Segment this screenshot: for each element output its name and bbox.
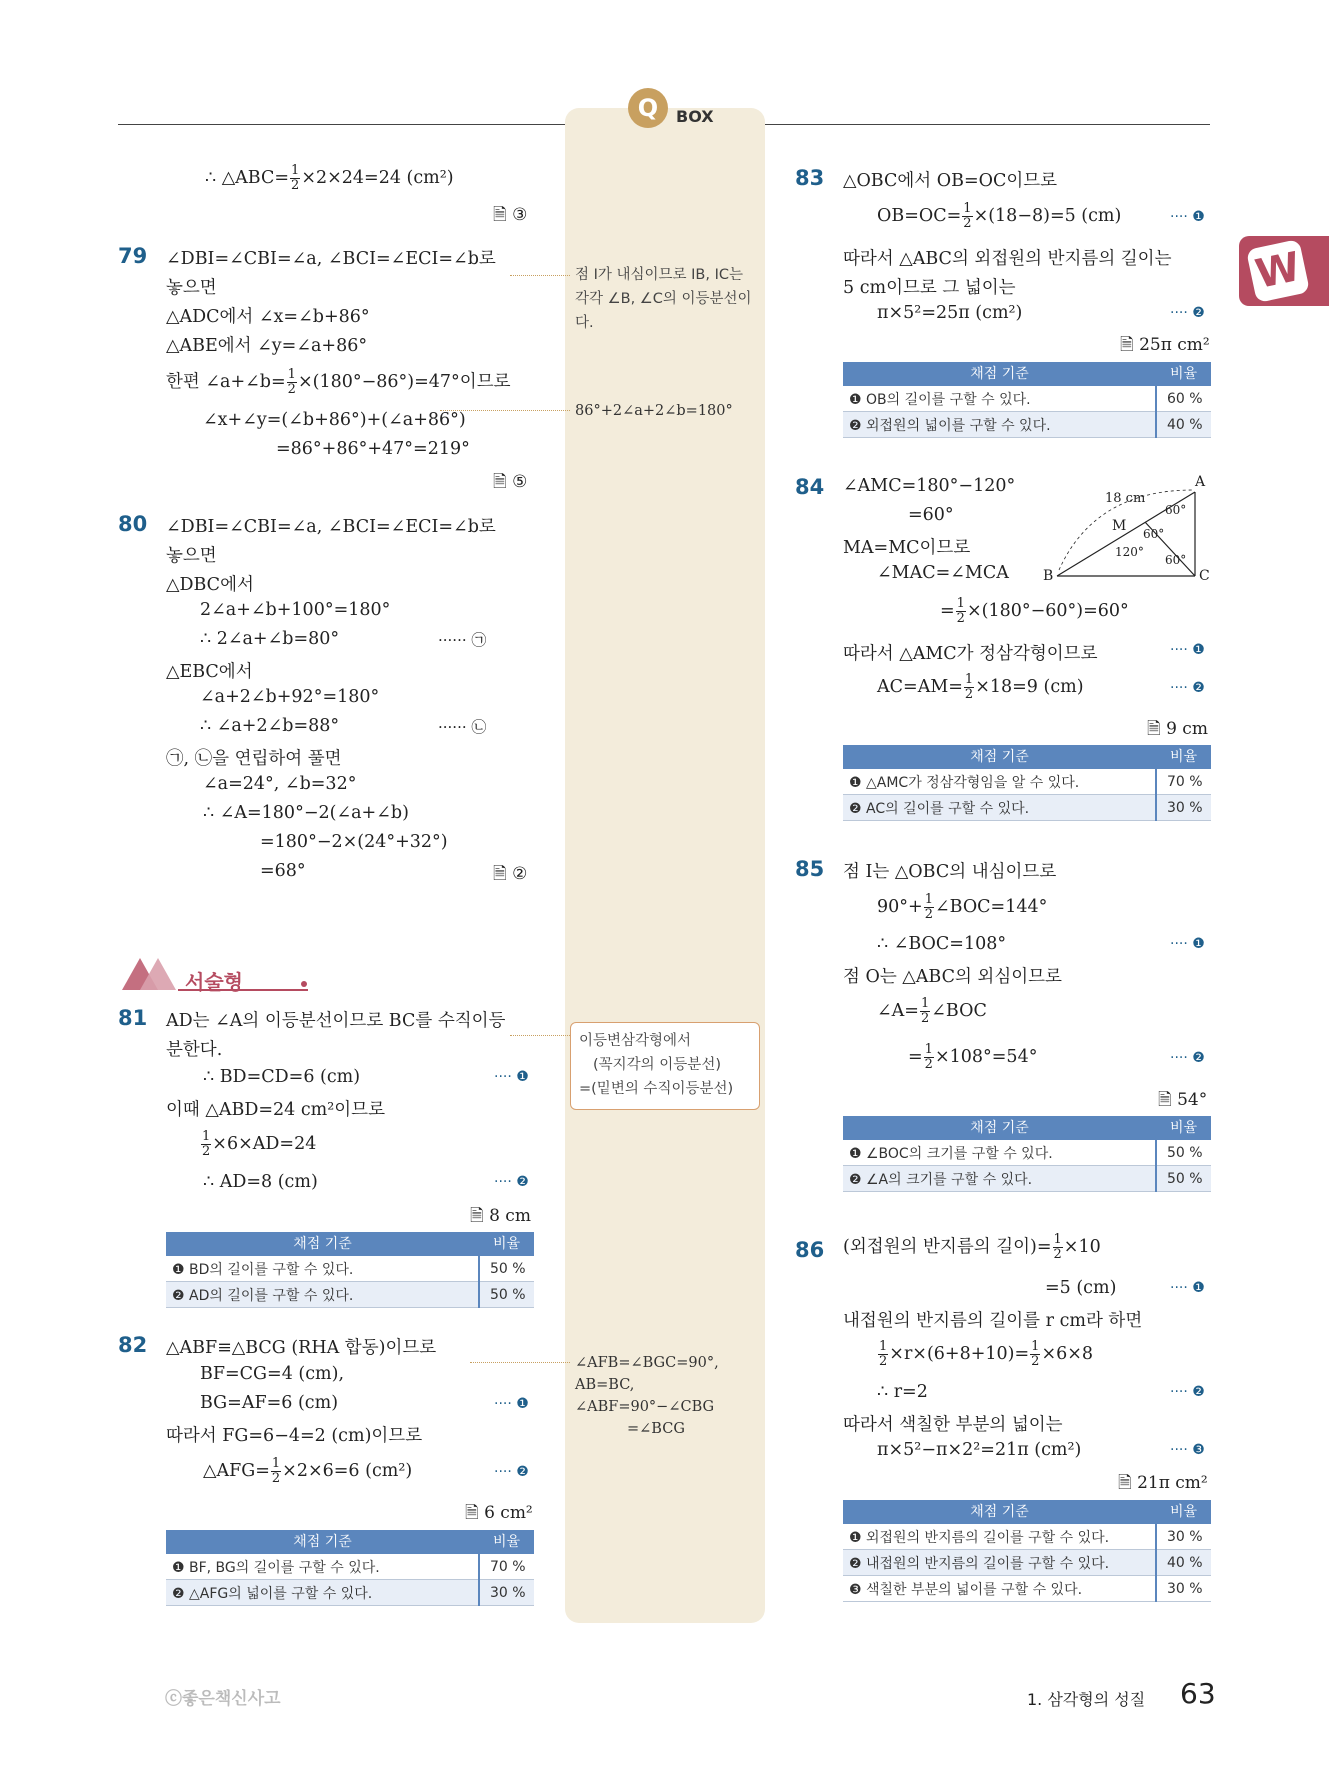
fraction: $\frac{1}{2}$ <box>287 367 296 397</box>
p80-line: ∠a+2∠b+92°=180° <box>200 687 380 707</box>
q-box-label: BOX <box>676 107 714 126</box>
fraction: $\frac{1}{2}$ <box>202 1129 211 1159</box>
fraction: $\frac{1}{2}$ <box>1031 1339 1040 1369</box>
criterion-ratio: 40 % <box>1156 412 1211 438</box>
criteria-table-82: 채점 기준 비율 ❶ BF, BG의 길이를 구할 수 있다. 70 % ❷ △AFG의 넓이를 구할 수 있다. 30 % <box>166 1530 534 1606</box>
page-number: 63 <box>1180 1677 1216 1710</box>
p84-line: =60° <box>908 505 954 525</box>
criteria-table-86: 채점 기준 비율 ❶ 외접원의 반지름의 길이를 구할 수 있다. 30 % ❷ 내접원의 반지름의 길이를 구할 수 있다. 40 % ❸ 색칠한 부분의 넓이를 구할 수 있다. 30 % <box>843 1500 1211 1602</box>
p80-line: =180°−2×(24°+32°) <box>260 832 448 852</box>
p85-line: 점 I는 △OBC의 내심이므로 <box>843 862 1057 882</box>
p81-line: $\frac{1}{2}$ ×6×AD=24 <box>202 1129 317 1159</box>
side-note-79a: 점 I가 내심이므로 IB, IC는 각각 ∠B, ∠C의 이등분선이다. <box>575 267 752 331</box>
step-marker-1: ···· ❶ <box>1170 1280 1205 1296</box>
p86-line: =5 (cm) <box>1045 1278 1117 1298</box>
side-note-82: =∠BCG <box>627 1421 685 1437</box>
problem-number-83: 83 <box>795 166 825 190</box>
p84-line: = $\frac{1}{2}$ ×(180°−60°)=60° <box>940 596 1129 626</box>
criterion: ❶ OB의 길이를 구할 수 있다. <box>843 385 1156 412</box>
answer-84: 🗎 9 cm <box>1147 716 1208 745</box>
publisher-logo: ⓒ좋은책신사고 <box>165 1689 281 1709</box>
criterion-ratio: 30 % <box>1156 1523 1211 1550</box>
note-connector <box>440 410 570 411</box>
problem-number-84: 84 <box>795 475 825 499</box>
criterion: ❷ 외접원의 넓이를 구할 수 있다. <box>843 412 1156 438</box>
step-marker-2: ···· ❷ <box>1170 680 1205 696</box>
answer-80: 🗎 ② <box>493 861 527 890</box>
side-note-79b: 86°+2∠a+2∠b=180° <box>575 403 733 419</box>
step-marker-1: ···· ❶ <box>1170 936 1205 952</box>
criterion-ratio: 40 % <box>1156 1550 1211 1576</box>
p80-line: ∴ ∠A=180°−2(∠a+∠b) <box>203 803 409 823</box>
answer-78: 🗎 ③ <box>493 202 527 231</box>
triangle-figure-84 <box>1035 470 1215 585</box>
p82-line: △ABF≡△BCG (RHA 합동)이므로 <box>166 1338 437 1358</box>
note-connector <box>510 1035 570 1036</box>
side-note-box-81: 이등변삼각형에서 (꼭지각의 이등분선) =(밑변의 수직이등분선) <box>570 1022 760 1110</box>
figure-label-c: C <box>1199 568 1210 584</box>
criterion: ❶ ∠BOC의 크기를 구할 수 있다. <box>843 1139 1156 1166</box>
answer-85: 🗎 54° <box>1158 1087 1207 1116</box>
p85-line: = $\frac{1}{2}$ ×108°=54° <box>908 1042 1038 1072</box>
criterion: ❶ BF, BG의 길이를 구할 수 있다. <box>166 1553 479 1580</box>
p86-line: $\frac{1}{2}$ ×r×(6+8+10)= $\frac{1}{2}$ ×6×8 <box>879 1339 1094 1369</box>
serial-heading-label: 서술형 <box>185 970 243 994</box>
p79-line: △ABE에서 ∠y=∠a+86° <box>166 336 368 356</box>
figure-label-m: M <box>1112 518 1127 534</box>
p81-line: ∴ AD=8 (cm) <box>203 1172 318 1192</box>
problem-number-82: 82 <box>118 1333 148 1357</box>
p83-line: 따라서 △ABC의 외접원의 반지름의 길이는 <box>843 249 1172 269</box>
criterion-ratio: 50 % <box>479 1255 534 1282</box>
p86-line: (외접원의 반지름의 길이)= $\frac{1}{2}$ ×10 <box>843 1232 1101 1262</box>
p82-line: △AFG= $\frac{1}{2}$ ×2×6=6 (cm²) <box>203 1456 413 1486</box>
note-connector <box>510 275 570 276</box>
p80-line: ∴ ∠a+2∠b=88° <box>200 716 340 736</box>
p83-line: π×5²=25π (cm²) <box>877 303 1023 323</box>
p80-line: ㉠, ㉡을 연립하여 풀면 <box>166 749 342 769</box>
step-marker-2: ···· ❷ <box>1170 1050 1205 1066</box>
answer-79: 🗎 ⑤ <box>493 469 527 498</box>
criterion: ❷ 내접원의 반지름의 길이를 구할 수 있다. <box>843 1550 1156 1576</box>
step-marker-2: ···· ❷ <box>494 1464 529 1480</box>
answer-86: 🗎 21π cm² <box>1118 1470 1208 1499</box>
criterion-ratio: 50 % <box>1156 1166 1211 1192</box>
p81-line: AD는 ∠A의 이등분선이므로 BC를 수직이등 <box>166 1011 506 1031</box>
fraction: $\frac{1}{2}$ <box>924 1042 933 1072</box>
step-marker-2: ···· ❷ <box>1170 305 1205 321</box>
p80-line: 2∠a+∠b+100°=180° <box>200 600 391 620</box>
side-note-82: ∠AFB=∠BGC=90°, <box>575 1355 719 1371</box>
criterion-ratio: 30 % <box>1156 1576 1211 1602</box>
p79-line: 한편 ∠a+∠b= $\frac{1}{2}$ ×(180°−86°)=47°이므로 <box>166 367 511 397</box>
criteria-table-85: 채점 기준 비율 ❶ ∠BOC의 크기를 구할 수 있다. 50 % ❷ ∠A의 크기를 구할 수 있다. 50 % <box>843 1116 1211 1192</box>
figure-length-label: 18 cm <box>1105 491 1146 506</box>
p84-line: ∠AMC=180°−120° <box>843 476 1016 496</box>
p80-line: ∴ 2∠a+∠b=80° <box>200 629 340 649</box>
top-rule-right <box>765 124 1210 125</box>
problem-number-80: 80 <box>118 512 148 536</box>
step-marker-1: ···· ❶ <box>494 1069 529 1085</box>
fraction: $\frac{1}{2}$ <box>956 596 965 626</box>
problem-number-81: 81 <box>118 1006 148 1030</box>
q-box-badge: Q <box>628 88 668 128</box>
criterion: ❷ AC의 길이를 구할 수 있다. <box>843 795 1156 821</box>
p83-line: △OBC에서 OB=OC이므로 <box>843 171 1058 191</box>
problem-number-79: 79 <box>118 244 148 268</box>
p83-line: OB=OC= $\frac{1}{2}$ ×(18−8)=5 (cm) <box>877 201 1122 231</box>
criterion-ratio: 30 % <box>479 1580 534 1606</box>
p80-mark: ······ ㉡ <box>438 718 487 736</box>
step-marker-1: ···· ❶ <box>1170 209 1205 225</box>
p82-line: BF=CG=4 (cm), <box>200 1364 345 1384</box>
p80-line: △DBC에서 <box>166 575 254 595</box>
top-rule-left <box>118 124 565 125</box>
criterion-ratio: 50 % <box>1156 1139 1211 1166</box>
fraction: $\frac{1}{2}$ <box>291 163 300 193</box>
p82-line: BG=AF=6 (cm) <box>200 1393 339 1413</box>
p80-line: ∠DBI=∠CBI=∠a, ∠BCI=∠ECI=∠b로 <box>166 517 496 537</box>
p80-line: ∠a=24°, ∠b=32° <box>203 774 357 794</box>
fraction: $\frac{1}{2}$ <box>963 201 972 231</box>
p85-line: 점 O는 △ABC의 외심이므로 <box>843 967 1062 987</box>
answer-83: 🗎 25π cm² <box>1120 332 1210 361</box>
p81-line: 이때 △ABD=24 cm²이므로 <box>166 1100 385 1120</box>
p82-line: 따라서 FG=6−4=2 (cm)이므로 <box>166 1426 423 1446</box>
criterion-ratio: 50 % <box>479 1282 534 1308</box>
fraction: $\frac{1}{2}$ <box>920 996 930 1026</box>
p86-line: π×5²−π×2²=21π (cm²) <box>877 1440 1082 1460</box>
p85-line: 90°+ $\frac{1}{2}$ ∠BOC=144° <box>877 892 1048 922</box>
side-tab-letter: W <box>1246 239 1310 303</box>
fraction: $\frac{1}{2}$ <box>271 1456 281 1486</box>
p83-line: 5 cm이므로 그 넓이는 <box>843 278 1016 298</box>
answer-81: 🗎 8 cm <box>470 1203 531 1232</box>
p80-line: 놓으면 <box>166 546 217 566</box>
figure-angle: 60° <box>1165 503 1187 517</box>
figure-angle: 60° <box>1143 527 1165 541</box>
criterion: ❶ △AMC가 정삼각형임을 알 수 있다. <box>843 768 1156 795</box>
side-note-82: ∠ABF=90°−∠CBG <box>575 1399 715 1415</box>
figure-angle: 120° <box>1115 545 1144 559</box>
side-tab[interactable] <box>1239 236 1329 306</box>
criteria-table-81: 채점 기준 비율 ❶ BD의 길이를 구할 수 있다. 50 % ❷ AD의 길이를 구할 수 있다. 50 % <box>166 1232 534 1308</box>
p81-line: ∴ BD=CD=6 (cm) <box>203 1067 361 1087</box>
criteria-table-83: 채점 기준 비율 ❶ OB의 길이를 구할 수 있다. 60 % ❷ 외접원의 넓이를 구할 수 있다. 40 % <box>843 362 1211 438</box>
criterion: ❶ BD의 길이를 구할 수 있다. <box>166 1255 479 1282</box>
p86-line: 내접원의 반지름의 길이를 r cm라 하면 <box>843 1311 1143 1331</box>
figure-label-b: B <box>1043 568 1054 584</box>
side-note-82: AB=BC, <box>575 1377 635 1393</box>
p80-mark: ······ ㉠ <box>438 631 487 649</box>
p85-line: ∠A= $\frac{1}{2}$ ∠BOC <box>877 996 987 1026</box>
p80-line: △EBC에서 <box>166 662 253 682</box>
figure-angle: 60° <box>1165 553 1187 567</box>
p85-line: ∴ ∠BOC=108° <box>877 934 1007 954</box>
criterion: ❶ 외접원의 반지름의 길이를 구할 수 있다. <box>843 1523 1156 1550</box>
answer-82: 🗎 6 cm² <box>465 1500 533 1529</box>
criterion-ratio: 70 % <box>1156 768 1211 795</box>
criterion: ❷ △AFG의 넓이를 구할 수 있다. <box>166 1580 479 1606</box>
step-marker-1: ···· ❶ <box>494 1396 529 1412</box>
p79-line: =86°+86°+47°=219° <box>276 439 470 459</box>
problem-number-86: 86 <box>795 1238 825 1262</box>
p79-line: ∠x+∠y=(∠b+86°)+(∠a+86°) <box>203 410 466 430</box>
p84-line: ∠MAC=∠MCA <box>877 563 1009 583</box>
fraction: $\frac{1}{2}$ <box>1053 1232 1062 1262</box>
p84-line: MA=MC이므로 <box>843 538 971 558</box>
p79-line: ∠DBI=∠CBI=∠a, ∠BCI=∠ECI=∠b로 <box>166 249 496 269</box>
criterion: ❷ ∠A의 크기를 구할 수 있다. <box>843 1166 1156 1192</box>
p79-line: △ADC에서 ∠x=∠b+86° <box>166 307 370 327</box>
step-marker-3: ···· ❸ <box>1170 1442 1205 1458</box>
criterion: ❷ AD의 길이를 구할 수 있다. <box>166 1282 479 1308</box>
fraction: $\frac{1}{2}$ <box>879 1339 888 1369</box>
step-marker-2: ···· ❷ <box>1170 1384 1205 1400</box>
figure-label-a: A <box>1195 474 1206 490</box>
p81-line: 분한다. <box>166 1040 223 1060</box>
step-marker-2: ···· ❷ <box>494 1174 529 1190</box>
continued-line: ∴ △ABC= $\frac{1}{2}$ ×2×24=24 (cm²) <box>205 163 454 193</box>
p86-line: 따라서 색칠한 부분의 넓이는 <box>843 1415 1063 1435</box>
criteria-table-84: 채점 기준 비율 ❶ △AMC가 정삼각형임을 알 수 있다. 70 % ❷ AC의 길이를 구할 수 있다. 30 % <box>843 745 1211 821</box>
chapter-title: 1. 삼각형의 성질 <box>1027 1690 1146 1709</box>
p79-line: 놓으면 <box>166 278 217 298</box>
criterion: ❸ 색칠한 부분의 넓이를 구할 수 있다. <box>843 1576 1156 1602</box>
fraction: $\frac{1}{2}$ <box>964 672 974 702</box>
p86-line: ∴ r=2 <box>877 1382 928 1402</box>
fraction: $\frac{1}{2}$ <box>924 892 933 922</box>
criterion-ratio: 30 % <box>1156 795 1211 821</box>
problem-number-85: 85 <box>795 857 825 881</box>
p80-line: =68° <box>260 861 306 881</box>
p84-line: 따라서 △AMC가 정삼각형이므로 <box>843 644 1098 664</box>
step-marker-1: ···· ❶ <box>1170 642 1205 658</box>
criterion-ratio: 60 % <box>1156 385 1211 412</box>
criterion-ratio: 70 % <box>479 1553 534 1580</box>
p84-line: AC=AM= $\frac{1}{2}$ ×18=9 (cm) <box>877 672 1084 702</box>
note-connector <box>470 1362 570 1363</box>
